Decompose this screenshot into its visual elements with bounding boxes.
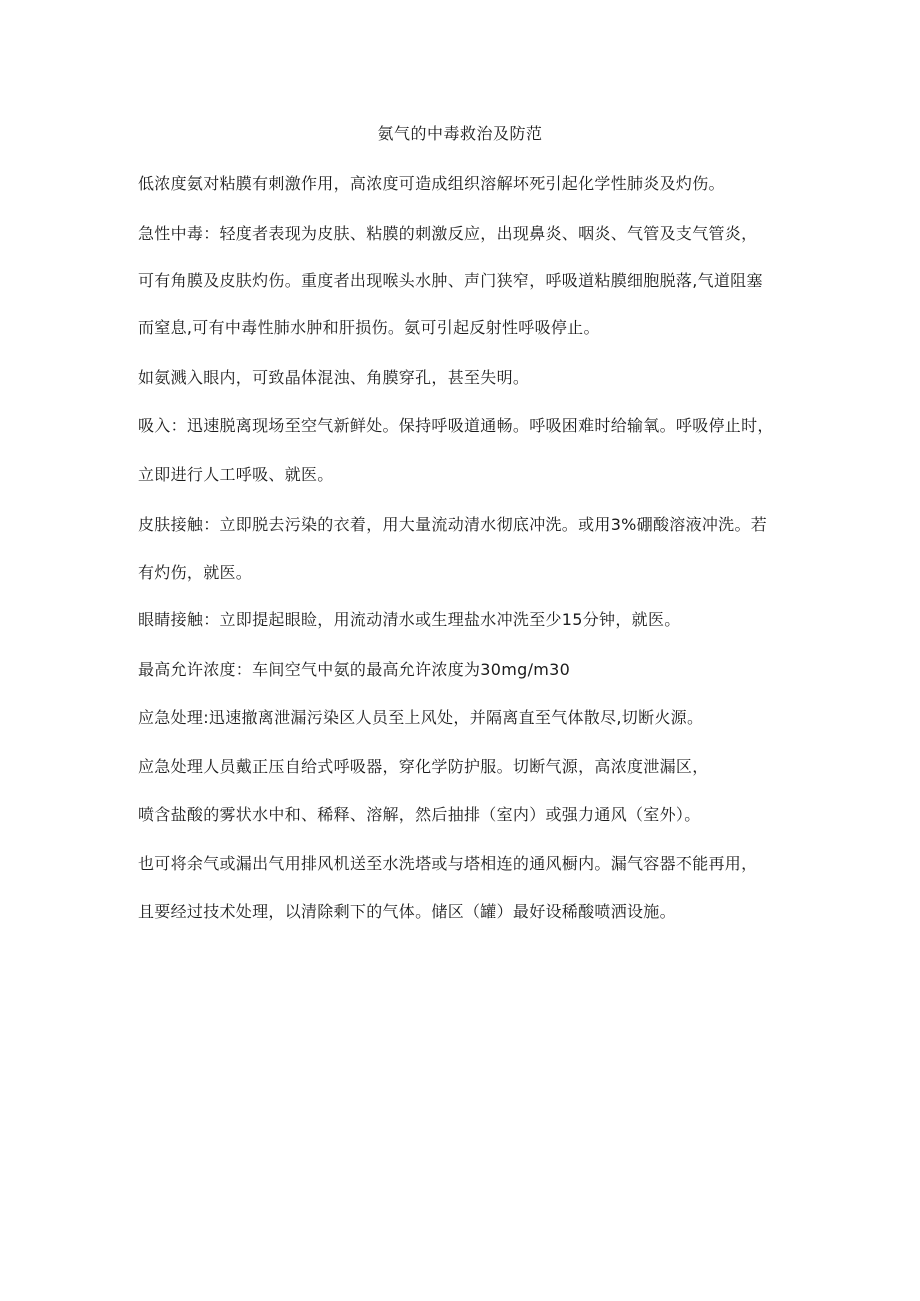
- text-line-2: 急性中毒：轻度者表现为皮肤、粘膜的刺激反应，出现鼻炎、咽炎、气管及支气管炎，: [138, 224, 758, 243]
- text-line-11: 最高允许浓度：车间空气中氨的最高允许浓度为30mg∕m30: [138, 660, 571, 679]
- text-line-15: 也可将余气或漏出气用排风机送至水洗塔或与塔相连的通风橱内。漏气容器不能再用，: [138, 854, 758, 873]
- text-line-14: 喷含盐酸的雾状水中和、稀释、溶解，然后抽排（室内）或强力通风（室外）。: [138, 805, 701, 824]
- text-line-4: 而窒息,可有中毒性肺水肿和肝损伤。氨可引起反射性呼吸停止。: [138, 318, 600, 337]
- text-line-1: 低浓度氨对粘膜有刺激作用，高浓度可造成组织溶解坏死引起化学性肺炎及灼伤。: [138, 174, 725, 193]
- text-line-16: 且要经过技术处理，以清除剩下的气体。储区（罐）最好设稀酸喷洒设施。: [138, 902, 676, 921]
- text-line-9: 有灼伤，就医。: [138, 563, 253, 582]
- text-line-3: 可有角膜及皮肤灼伤。重度者出现喉头水肿、声门狭窄，呼吸道粘膜细胞脱落,气道阻塞: [138, 271, 763, 290]
- text-line-8: 皮肤接触：立即脱去污染的衣着，用大量流动清水彻底冲洗。或用3%硼酸溶液冲洗。若: [138, 515, 768, 534]
- document-title: 氨气的中毒救治及防范: [377, 124, 543, 143]
- text-line-12: 应急处理:迅速撤离泄漏污染区人员至上风处，并隔离直至气体散尽,切断火源。: [138, 708, 704, 727]
- text-line-6: 吸入：迅速脱离现场至空气新鲜处。保持呼吸道通畅。呼吸困难时给输氧。呼吸停止时，: [138, 416, 774, 435]
- text-line-7: 立即进行人工呼吸、就医。: [138, 465, 334, 484]
- text-line-5: 如氨溅入眼内，可致晶体混浊、角膜穿孔，甚至失明。: [138, 368, 530, 387]
- text-line-13: 应急处理人员戴正压自给式呼吸器，穿化学防护服。切断气源，高浓度泄漏区，: [138, 757, 709, 776]
- text-line-10: 眼睛接触：立即提起眼睑，用流动清水或生理盐水冲洗至少15分钟，就医。: [138, 610, 681, 629]
